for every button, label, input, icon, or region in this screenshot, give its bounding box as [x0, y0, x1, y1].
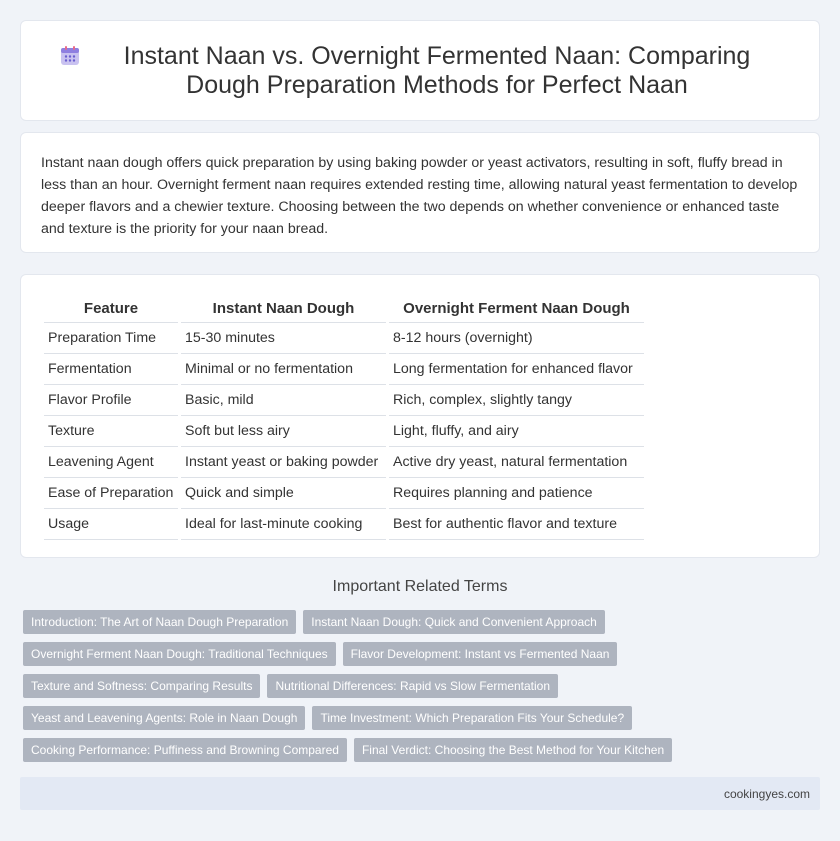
- page-title: Instant Naan vs. Overnight Fermented Naan: Comparing Dough Preparation Methods for Perfect Naan: [123, 41, 751, 99]
- cell-instant: Basic, mild: [181, 385, 386, 416]
- table-row: [44, 447, 644, 478]
- related-term-tag[interactable]: Nutritional Differences: Rapid vs Slow Fermentation: [267, 674, 558, 698]
- header-instant: Instant Naan Dough: [181, 296, 386, 323]
- table-row: [44, 416, 644, 447]
- cell-instant: Minimal or no fermentation: [181, 354, 386, 385]
- title-card: [20, 20, 820, 121]
- cell-feature: Fermentation: [44, 354, 178, 385]
- related-term-tag[interactable]: Cooking Performance: Puffiness and Browning Compared: [23, 738, 347, 762]
- cell-overnight: Requires planning and patience: [389, 478, 644, 509]
- footer-site-link[interactable]: cookingyes.com: [723, 787, 810, 801]
- comparison-table-card: [20, 274, 820, 558]
- cell-feature: Texture: [44, 416, 178, 447]
- cell-feature: Preparation Time: [44, 323, 178, 354]
- cell-feature: Usage: [44, 509, 178, 540]
- related-term-tag[interactable]: Texture and Softness: Comparing Results: [23, 674, 260, 698]
- related-term-tag[interactable]: Overnight Ferment Naan Dough: Traditional Techniques: [23, 642, 336, 666]
- intro-paragraph: Instant naan dough offers quick preparation by using baking powder or yeast activators, resulting in soft, fluffy bread in less than an hour. Overnight ferment naan requires extended resting time, allowing natural yeast fermentation to develop deeper flavors and a chewier texture. Choosing between the two depends on whether convenience or enhanced taste and texture is the priority for your naan bread.: [41, 155, 798, 237]
- table-row: [44, 323, 644, 354]
- cell-instant: Quick and simple: [181, 478, 386, 509]
- related-term-tag[interactable]: Final Verdict: Choosing the Best Method for Your Kitchen: [354, 738, 672, 762]
- table-row: [44, 478, 644, 509]
- cell-instant: Soft but less airy: [181, 416, 386, 447]
- related-terms-list: [23, 610, 823, 770]
- header-feature: Feature: [44, 296, 178, 323]
- related-term-tag[interactable]: Yeast and Leavening Agents: Role in Naan Dough: [23, 706, 305, 730]
- related-term-tag[interactable]: Flavor Development: Instant vs Fermented Naan: [343, 642, 618, 666]
- calendar-icon: [58, 44, 82, 68]
- related-terms-heading: Important Related Terms: [332, 578, 508, 595]
- cell-instant: Instant yeast or baking powder: [181, 447, 386, 478]
- cell-overnight: Best for authentic flavor and texture: [389, 509, 644, 540]
- table-row: [44, 354, 644, 385]
- cell-feature: Flavor Profile: [44, 385, 178, 416]
- table-row: [44, 509, 644, 540]
- cell-overnight: 8-12 hours (overnight): [389, 323, 644, 354]
- cell-feature: Ease of Preparation: [44, 478, 178, 509]
- table-row: [44, 385, 644, 416]
- cell-instant: 15-30 minutes: [181, 323, 386, 354]
- related-term-tag[interactable]: Instant Naan Dough: Quick and Convenient Approach: [303, 610, 605, 634]
- related-term-tag[interactable]: Introduction: The Art of Naan Dough Preparation: [23, 610, 296, 634]
- cell-overnight: Rich, complex, slightly tangy: [389, 385, 644, 416]
- footer: [20, 777, 820, 810]
- cell-overnight: Long fermentation for enhanced flavor: [389, 354, 644, 385]
- intro-card: [20, 132, 820, 253]
- table-header-row: [44, 296, 644, 323]
- cell-feature: Leavening Agent: [44, 447, 178, 478]
- header-overnight: Overnight Ferment Naan Dough: [389, 296, 644, 323]
- comparison-table: [41, 296, 647, 540]
- related-term-tag[interactable]: Time Investment: Which Preparation Fits Your Schedule?: [312, 706, 632, 730]
- cell-overnight: Light, fluffy, and airy: [389, 416, 644, 447]
- cell-instant: Ideal for last-minute cooking: [181, 509, 386, 540]
- cell-overnight: Active dry yeast, natural fermentation: [389, 447, 644, 478]
